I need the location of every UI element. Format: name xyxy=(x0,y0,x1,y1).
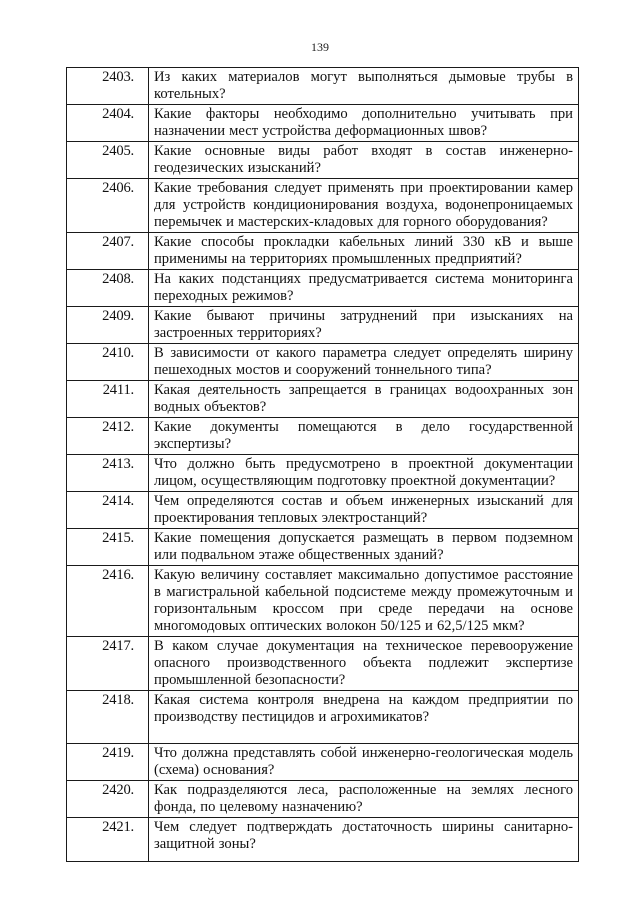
question-number: 2419. xyxy=(67,744,149,781)
question-number: 2408. xyxy=(67,270,149,307)
table-row xyxy=(67,529,579,566)
page-number: 139 xyxy=(311,40,329,54)
table-row xyxy=(67,68,579,105)
question-number: 2420. xyxy=(67,781,149,818)
table-row xyxy=(67,142,579,179)
question-number: 2411. xyxy=(67,381,149,418)
question-number: 2418. xyxy=(67,691,149,744)
table-row xyxy=(67,744,579,781)
table-row xyxy=(67,381,579,418)
table-row xyxy=(67,691,579,744)
question-text: Какие способы прокладки кабельных линий 330 кВ и выше применимы на территориях промышленных предприятий? xyxy=(149,233,579,270)
question-number: 2421. xyxy=(67,818,149,862)
question-text: На каких подстанциях предусматривается система мониторинга переходных режимов? xyxy=(149,270,579,307)
question-text: Какая система контроля внедрена на каждом предприятии по производству пестицидов и агрохимикатов? xyxy=(149,691,579,744)
table-row xyxy=(67,418,579,455)
question-text: Какие документы помещаются в дело государственной экспертизы? xyxy=(149,418,579,455)
question-text: Какие помещения допускается размещать в первом подземном или подвальном этаже общественных зданий? xyxy=(149,529,579,566)
question-number: 2403. xyxy=(67,68,149,105)
table-row xyxy=(67,307,579,344)
question-number: 2406. xyxy=(67,179,149,233)
table-row xyxy=(67,818,579,862)
questions-table xyxy=(66,67,579,862)
table-row xyxy=(67,781,579,818)
table-row xyxy=(67,233,579,270)
question-text: Какие требования следует применять при проектировании камер для устройств кондиционирования воздуха, водонепроницаемых перемычек и мастерских-кладовых для горного оборудования? xyxy=(149,179,579,233)
question-text: Какую величину составляет максимально допустимое расстояние в магистральной кабельной подсистеме между промежуточным и горизонтальным кроссом при среде передачи на основе многомодовых оптических волокон 50/125 и 62,5/125 мкм? xyxy=(149,566,579,637)
question-text: В каком случае документация на техническое перевооружение опасного производственного объекта подлежит экспертизе промышленной безопасности? xyxy=(149,637,579,691)
question-text: Какая деятельность запрещается в границах водоохранных зон водных объектов? xyxy=(149,381,579,418)
question-number: 2415. xyxy=(67,529,149,566)
question-text: Какие бывают причины затруднений при изысканиях на застроенных территориях? xyxy=(149,307,579,344)
question-text: Чем следует подтверждать достаточность ширины санитарно-защитной зоны? xyxy=(149,818,579,862)
table-row xyxy=(67,637,579,691)
table-row xyxy=(67,492,579,529)
table-row xyxy=(67,344,579,381)
question-text: Что должно быть предусмотрено в проектной документации лицом, осуществляющим подготовку проектной документации? xyxy=(149,455,579,492)
question-text: В зависимости от какого параметра следует определять ширину пешеходных мостов и сооружений тоннельного типа? xyxy=(149,344,579,381)
table-row xyxy=(67,566,579,637)
question-text: Из каких материалов могут выполняться дымовые трубы в котельных? xyxy=(149,68,579,105)
question-text: Что должна представлять собой инженерно-геологическая модель (схема) основания? xyxy=(149,744,579,781)
question-number: 2404. xyxy=(67,105,149,142)
question-number: 2417. xyxy=(67,637,149,691)
question-number: 2416. xyxy=(67,566,149,637)
question-text: Чем определяются состав и объем инженерных изысканий для проектирования тепловых электростанций? xyxy=(149,492,579,529)
question-number: 2407. xyxy=(67,233,149,270)
question-number: 2412. xyxy=(67,418,149,455)
table-row xyxy=(67,105,579,142)
table-row xyxy=(67,270,579,307)
question-number: 2409. xyxy=(67,307,149,344)
question-text: Как подразделяются леса, расположенные на землях лесного фонда, по целевому назначению? xyxy=(149,781,579,818)
question-text: Какие факторы необходимо дополнительно учитывать при назначении мест устройства деформационных швов? xyxy=(149,105,579,142)
table-row xyxy=(67,179,579,233)
table-row xyxy=(67,455,579,492)
question-text: Какие основные виды работ входят в состав инженерно-геодезических изысканий? xyxy=(149,142,579,179)
question-number: 2405. xyxy=(67,142,149,179)
question-number: 2410. xyxy=(67,344,149,381)
question-number: 2414. xyxy=(67,492,149,529)
question-number: 2413. xyxy=(67,455,149,492)
